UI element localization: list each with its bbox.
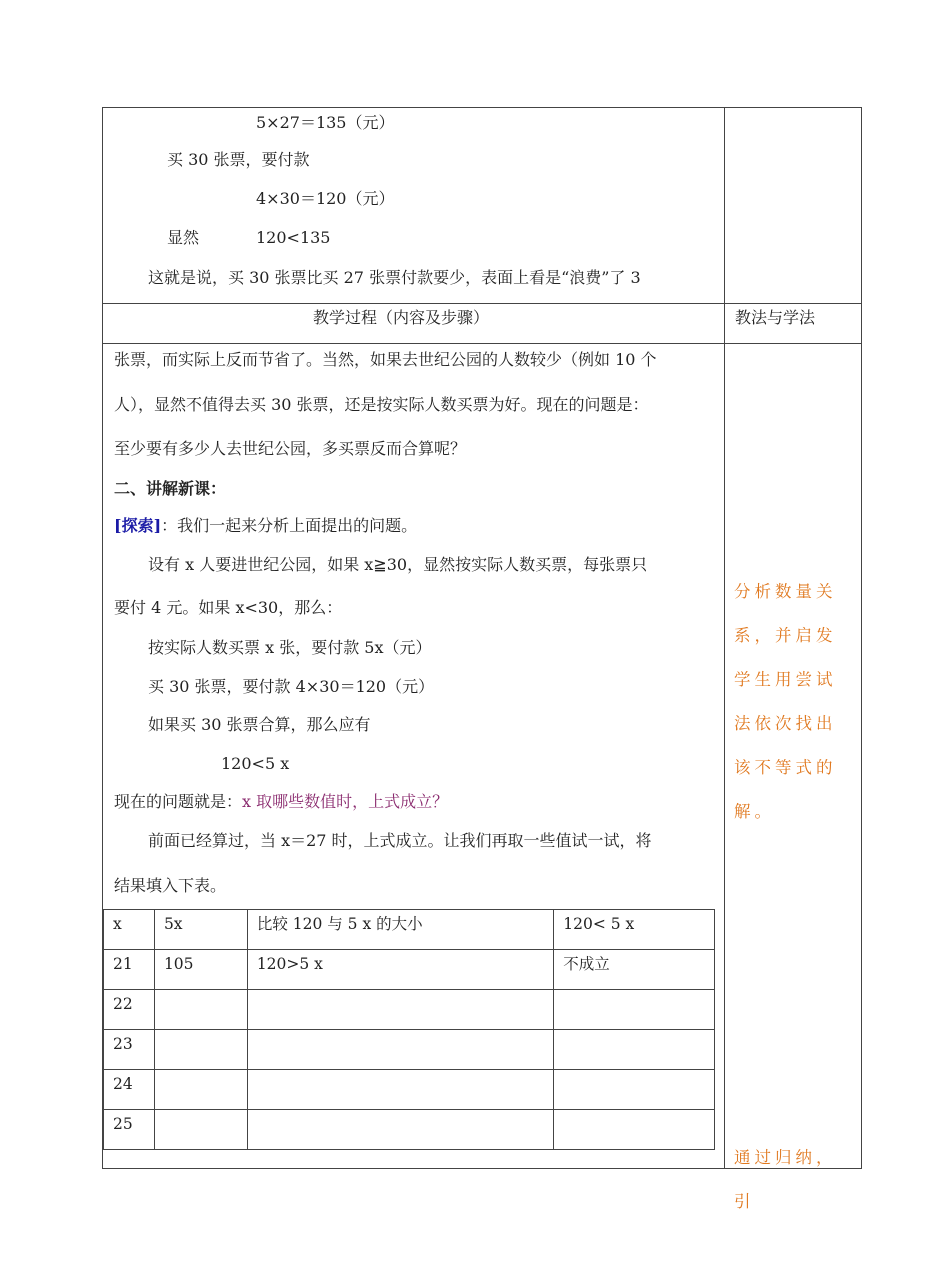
- table-header-cell: 120< 5 x: [554, 910, 715, 950]
- table-cell: [247, 1070, 553, 1110]
- table-cell: 不成立: [554, 950, 715, 990]
- column-divider: [724, 107, 725, 1169]
- table-cell: 23: [104, 1030, 155, 1070]
- table-cell: [154, 1110, 247, 1150]
- table-cell: [554, 1030, 715, 1070]
- header-process: 教学过程（内容及步骤）: [313, 308, 490, 327]
- table-cell: [154, 1070, 247, 1110]
- calc-line-3: 4×30＝120（元）: [256, 189, 395, 208]
- table-row: [104, 1070, 715, 1110]
- table-row: [104, 950, 715, 990]
- table-header-cell: x: [104, 910, 155, 950]
- table-cell: [554, 1070, 715, 1110]
- table-cell: 120>5 x: [247, 950, 553, 990]
- table-header-cell: 5x: [154, 910, 247, 950]
- body-line-11: 前面已经算过，当 x＝27 时，上式成立。让我们再取一些值试一试，将: [148, 831, 652, 850]
- calc-line-2: 买 30 张票，要付款: [167, 150, 310, 169]
- explore-line: [114, 516, 417, 536]
- body-line-2: 人），显然不值得去买 30 张票，还是按实际人数买票为好。现在的问题是：: [114, 395, 649, 414]
- body-line-5: 要付 4 元。如果 x<30，那么：: [114, 598, 343, 617]
- calc-line-4-value: 120<135: [256, 228, 331, 247]
- table-row: [104, 1030, 715, 1070]
- section-heading: 二、讲解新课：: [114, 479, 227, 498]
- header-bottom-rule: [102, 343, 862, 344]
- table-cell: 105: [154, 950, 247, 990]
- question-highlight: x 取哪些数值时，上式成立？: [242, 792, 449, 811]
- method-note: 分析数量关系，并启发学生用尝试法依次找出该不等式的解。: [734, 582, 837, 821]
- body-line-4: 设有 x 人要进世纪公园，如果 x≧30，显然按实际人数买票，每张票只: [148, 555, 648, 574]
- explore-tag: [探索]: [114, 516, 162, 535]
- explore-text: ：我们一起来分析上面提出的问题。: [161, 516, 418, 535]
- table-cell: [247, 1110, 553, 1150]
- table-row: [104, 990, 715, 1030]
- trial-table: [103, 909, 715, 1150]
- table-cell: 22: [104, 990, 155, 1030]
- table-header-cell: 比较 120 与 5 x 的大小: [247, 910, 553, 950]
- inequality: 120<5 x: [221, 754, 290, 773]
- conclusion-line: 这就是说，买 30 张票比买 27 张票付款要少，表面上看是“浪费”了 3: [148, 268, 641, 287]
- table-cell: 25: [104, 1110, 155, 1150]
- table-cell: [247, 990, 553, 1030]
- table-cell: [247, 1030, 553, 1070]
- body-line-1: 张票，而实际上反而节省了。当然，如果去世纪公园的人数较少（例如 10 个: [114, 350, 657, 369]
- calc-line-4-label: 显然: [167, 228, 200, 247]
- table-cell: [154, 1030, 247, 1070]
- body-line-12: 结果填入下表。: [114, 876, 227, 895]
- method-note-2: 通过归纳，引: [734, 1148, 837, 1211]
- table-cell: [154, 990, 247, 1030]
- header-method: 教法与学法: [735, 308, 816, 327]
- table-cell: [554, 990, 715, 1030]
- body-line-3: 至少要有多少人去世纪公园，多买票反而合算呢？: [114, 439, 467, 458]
- table-cell: 21: [104, 950, 155, 990]
- body-line-6: 按实际人数买票 x 张，要付款 5x（元）: [148, 638, 432, 657]
- calc-line-1: 5×27＝135（元）: [256, 113, 395, 132]
- body-line-7: 买 30 张票，要付款 4×30＝120（元）: [148, 677, 435, 696]
- table-header-row: [104, 910, 715, 950]
- question-line: [114, 792, 448, 812]
- question-lead: 现在的问题就是：: [114, 792, 243, 811]
- table-cell: [554, 1110, 715, 1150]
- table-cell: 24: [104, 1070, 155, 1110]
- body-line-8: 如果买 30 张票合算，那么应有: [148, 715, 371, 734]
- table-row: [104, 1110, 715, 1150]
